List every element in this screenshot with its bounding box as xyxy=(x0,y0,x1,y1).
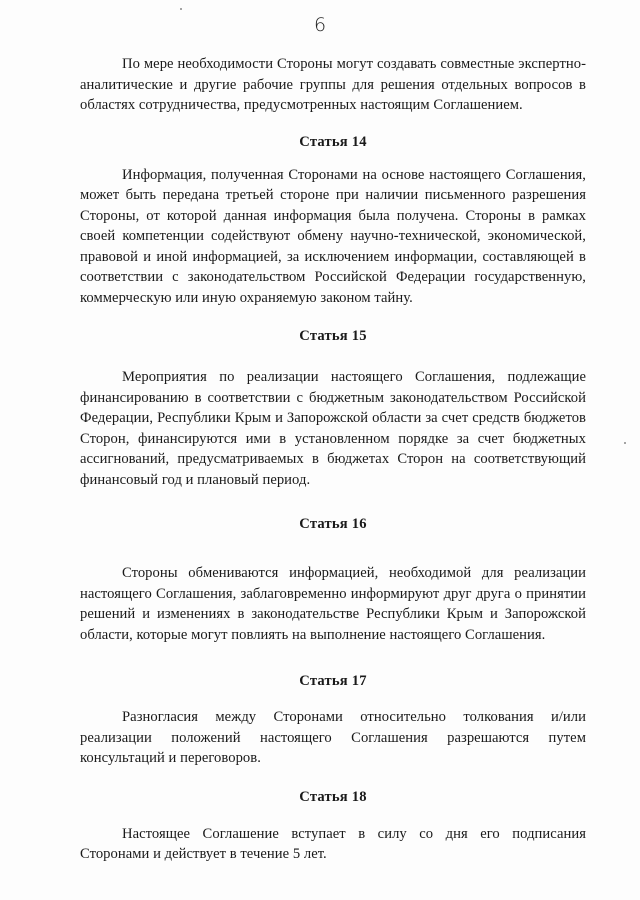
scan-speck xyxy=(624,442,626,444)
article-18-heading: Статья 18 xyxy=(299,788,367,805)
article-18-text: Настоящее Соглашение вступает в силу со дня его подписания Сторонами и действует в течение 5 лет. xyxy=(80,825,586,862)
scan-speck xyxy=(180,8,182,10)
article-17-text: Разногласия между Сторонами относительно толкования и/или реализации положений настоящего Соглашения разрешаются путем консультаций и переговоров. xyxy=(80,709,586,766)
intro-paragraph: По мере необходимости Стороны могут создавать совместные экспертно-аналитические и другие рабочие группы для решения отдельных вопросов в областях сотрудничества, предусмотренных настоящим Соглашением. xyxy=(80,56,586,113)
article-16-text: Стороны обмениваются информацией, необходимой для реализации настоящего Соглашения, заблаговременно информируют друг друга о принятии решений и изменениях в законодательстве Республики Крым и Запорожской области, которые могут повлиять на выполнение настоящего Соглашения. xyxy=(80,565,586,643)
article-17-heading: Статья 17 xyxy=(299,673,367,689)
document-body xyxy=(80,54,586,865)
article-15-text: Мероприятия по реализации настоящего Соглашения, подлежащие финансированию в соответствии с бюджетным законодательством Российской Федерации, Республики Крым и Запорожской области за счет средств бюджетов Сторон, финансируются ими в установленном порядке за счет бюджетных ассигнований, предусматриваемых в бюджетах Сторон на соответствующий финансовый год и плановый период. xyxy=(80,369,586,488)
article-14-heading: Статья 14 xyxy=(299,133,367,150)
page-number: 6 xyxy=(313,14,327,36)
article-15-heading: Статья 15 xyxy=(299,328,367,344)
article-16-heading: Статья 16 xyxy=(299,516,367,532)
article-14-text: Информация, полученная Сторонами на основе настоящего Соглашения, может быть передана третьей стороне при наличии письменного разрешения Стороны, от которой данная информация была получена. Стороны в рамках своей компетенции содействуют обмену научно-технической, экономической, правовой и иной информацией, за исключением информации, составляющей в соответствии с законодательством Российской Федерации государственную, коммерческую или иную охраняемую законом тайну. xyxy=(80,166,586,306)
